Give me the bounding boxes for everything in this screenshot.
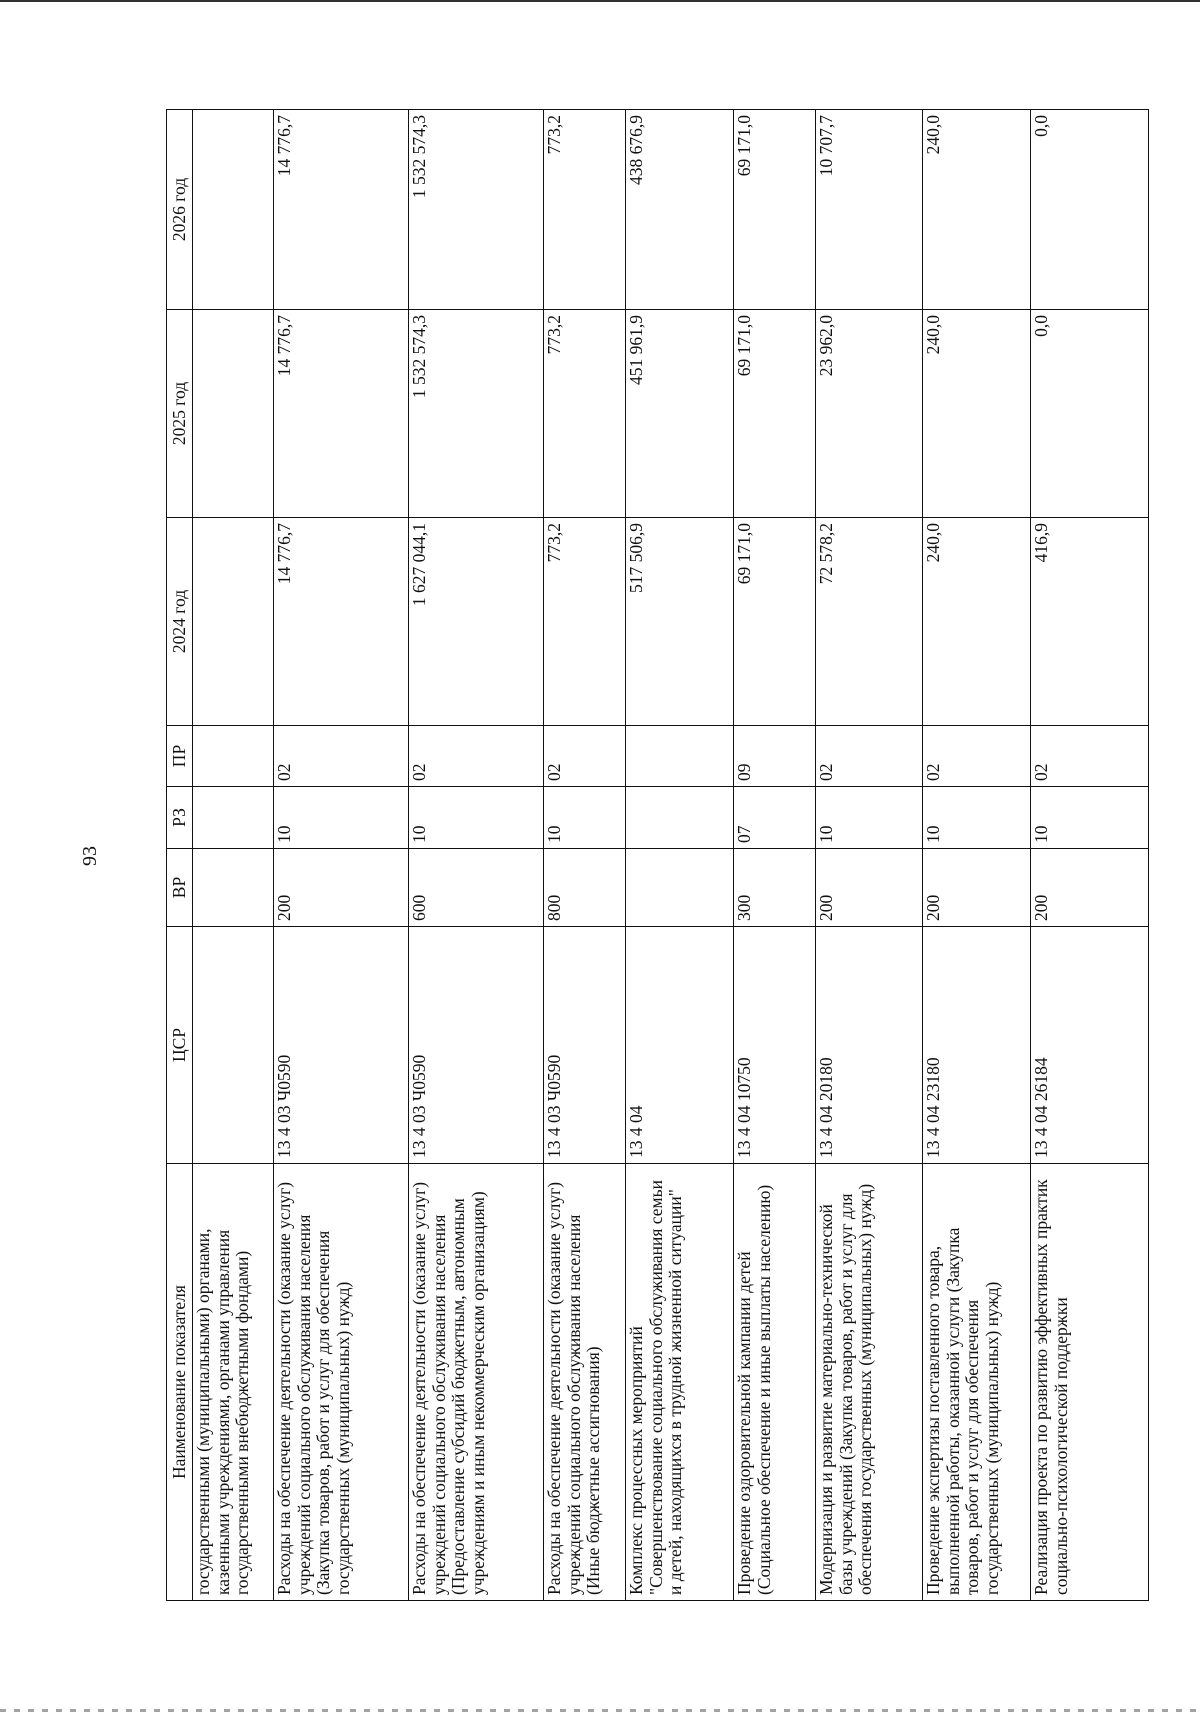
header-rz: РЗ: [167, 787, 193, 849]
cell-2026: 0,0: [1031, 110, 1149, 310]
budget-table: [166, 109, 1149, 1601]
cell-2026: 14 776,7: [274, 110, 409, 310]
cell-rz: 10: [923, 787, 1031, 849]
header-name: Наименование показателя: [167, 1164, 193, 1601]
cell-vr: [626, 849, 734, 927]
cell-pr: [626, 726, 734, 787]
cell-name: Проведение экспертизы поставленного товара, выполненной работы, оказанной услуги (Закупка товаров, работ и услуг для обеспечения государственных (муниципальных) нужд): [923, 1164, 1031, 1601]
cell-2025: 773,2: [544, 310, 626, 518]
cell-2024: 773,2: [544, 518, 626, 726]
budget-table-rotated: [166, 110, 1148, 1601]
cell-2026: 1 532 574,3: [409, 110, 544, 310]
cell-rz: 10: [409, 787, 544, 849]
cell-rz: [193, 787, 274, 849]
cell-2024: 72 578,2: [816, 518, 923, 726]
table-row: [1031, 110, 1149, 1601]
table-row: [274, 110, 409, 1601]
cell-pr: 02: [544, 726, 626, 787]
cell-pr: 02: [923, 726, 1031, 787]
cell-2026: 438 676,9: [626, 110, 734, 310]
cell-vr: 200: [816, 849, 923, 927]
cell-pr: 02: [409, 726, 544, 787]
cell-2025: 1 532 574,3: [409, 310, 544, 518]
cell-vr: [193, 849, 274, 927]
cell-2025: [193, 310, 274, 518]
table-row: [544, 110, 626, 1601]
cell-csr: 13 4 04 26184: [1031, 927, 1149, 1164]
cell-csr: 13 4 04 10750: [734, 927, 816, 1164]
cell-pr: 02: [816, 726, 923, 787]
table-row: [816, 110, 923, 1601]
cell-2025: 14 776,7: [274, 310, 409, 518]
cell-2026: 773,2: [544, 110, 626, 310]
cell-rz: [626, 787, 734, 849]
scan-edge-line: [0, 0, 1200, 2]
cell-pr: 02: [1031, 726, 1149, 787]
cell-2026: 240,0: [923, 110, 1031, 310]
cell-name: Расходы на обеспечение деятельности (оказание услуг) учреждений социального обслуживания населения (Закупка товаров, работ и услуг для обеспечения государственных (муниципальных) нужд): [274, 1164, 409, 1601]
cell-csr: 13 4 04: [626, 927, 734, 1164]
cell-vr: 200: [1031, 849, 1149, 927]
table-row: [734, 110, 816, 1601]
cell-2025: 23 962,0: [816, 310, 923, 518]
cell-pr: 09: [734, 726, 816, 787]
header-csr: ЦСР: [167, 927, 193, 1164]
cell-2024: 69 171,0: [734, 518, 816, 726]
page-number: 93: [79, 846, 101, 866]
cell-rz: 10: [1031, 787, 1149, 849]
table-header-row: [167, 110, 193, 1601]
cell-2025: 0,0: [1031, 310, 1149, 518]
table-row: [193, 110, 274, 1601]
cell-2026: 69 171,0: [734, 110, 816, 310]
cell-pr: [193, 726, 274, 787]
cell-2024: [193, 518, 274, 726]
cell-vr: 200: [274, 849, 409, 927]
cell-name: Модернизация и развитие материально-технической базы учреждений (Закупка товаров, работ и услуг для обеспечения государственных (муниципальных) нужд): [816, 1164, 923, 1601]
header-2026: 2026 год: [167, 110, 193, 310]
table-row: [626, 110, 734, 1601]
cell-vr: 200: [923, 849, 1031, 927]
cell-rz: 10: [274, 787, 409, 849]
cell-name: Проведение оздоровительной кампании детей (Социальное обеспечение и иные выплаты населению): [734, 1164, 816, 1601]
cell-rz: 10: [816, 787, 923, 849]
cell-csr: 13 4 03 Ч0590: [409, 927, 544, 1164]
cell-csr: [193, 927, 274, 1164]
header-vr: ВР: [167, 849, 193, 927]
cell-csr: 13 4 03 Ч0590: [544, 927, 626, 1164]
cell-2024: 14 776,7: [274, 518, 409, 726]
header-2025: 2025 год: [167, 310, 193, 518]
header-pr: ПР: [167, 726, 193, 787]
cell-2025: 240,0: [923, 310, 1031, 518]
cell-csr: 13 4 04 23180: [923, 927, 1031, 1164]
cell-csr: 13 4 03 Ч0590: [274, 927, 409, 1164]
table-row: [923, 110, 1031, 1601]
cell-rz: 10: [544, 787, 626, 849]
cell-vr: 300: [734, 849, 816, 927]
cell-name: государственными (муниципальными) органами, казенными учреждениями, органами управления государственными внебюджетными фондами): [193, 1164, 274, 1601]
cell-name: Расходы на обеспечение деятельности (оказание услуг) учреждений социального обслуживания населения (Иные бюджетные ассигнования): [544, 1164, 626, 1601]
header-2024: 2024 год: [167, 518, 193, 726]
cell-pr: 02: [274, 726, 409, 787]
cell-2026: 10 707,7: [816, 110, 923, 310]
cell-csr: 13 4 04 20180: [816, 927, 923, 1164]
cell-2024: 517 506,9: [626, 518, 734, 726]
cell-vr: 800: [544, 849, 626, 927]
cell-2024: 416,9: [1031, 518, 1149, 726]
cell-name: Реализация проекта по развитию эффективных практик социально-психологической поддержки: [1031, 1164, 1149, 1601]
cell-2026: [193, 110, 274, 310]
cell-name: Расходы на обеспечение деятельности (оказание услуг) учреждений социального обслуживания населения (Предоставление субсидий бюджетным, автономным учреждениям и иным некоммерческим организациям): [409, 1164, 544, 1601]
table-row: [409, 110, 544, 1601]
cell-name: Комплекс процессных мероприятий "Совершенствование социального обслуживания семьи и детей, находящихся в трудной жизненной ситуации": [626, 1164, 734, 1601]
cell-vr: 600: [409, 849, 544, 927]
cell-rz: 07: [734, 787, 816, 849]
cell-2025: 69 171,0: [734, 310, 816, 518]
cell-2024: 1 627 044,1: [409, 518, 544, 726]
cell-2024: 240,0: [923, 518, 1031, 726]
cell-2025: 451 961,9: [626, 310, 734, 518]
